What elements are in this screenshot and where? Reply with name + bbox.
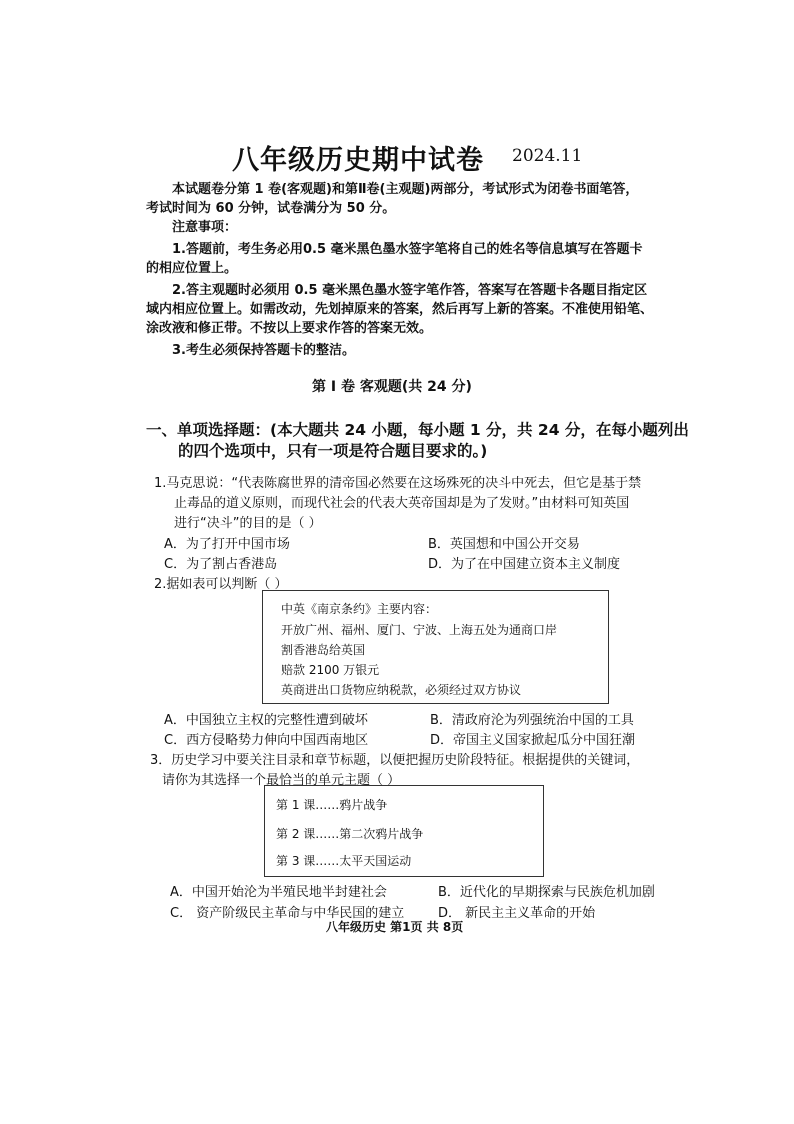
q3-option-c: C． 资产阶级民主革命与中华民国的建立	[170, 906, 405, 921]
q2-box-line-3: 割香港岛给英国	[281, 643, 366, 657]
section-title: 第 I 卷 客观题(共 24 分)	[312, 379, 472, 395]
q1-option-b: B．英国想和中国公开交易	[428, 537, 580, 552]
q2-box-line-5: 英商进出口货物应纳税款，必须经过双方协议	[281, 683, 522, 697]
q2-stem: 2.据如表可以判断（ ）	[154, 577, 288, 592]
q3-line-2: 请你为其选择一个最恰当的单元主题（ ）	[162, 773, 401, 788]
q1-option-d: D．为了在中国建立资本主义制度	[428, 557, 621, 572]
q1-option-c: C．为了割占香港岛	[164, 557, 278, 572]
note-2-line-1: 2.答主观题时必须用 0.5 毫米黑色墨水签字笔作答，答案写在答题卡各题目指定区	[172, 283, 648, 298]
part-heading-line-1: 一、单项选择题：(本大题共 24 小题，每小题 1 分，共 24 分，在每小题列出	[146, 421, 689, 439]
note-3: 3.考生必须保持答题卡的整洁。	[172, 343, 355, 358]
q3-option-b: B．近代化的早期探索与民族危机加剧	[438, 885, 655, 900]
intro-line-1: 本试题卷分第 1 卷(客观题)和第Ⅱ卷(主观题)两部分，考试形式为闭卷书面笔答，	[172, 182, 639, 197]
q3-box-line-3: 第 3 课……太平天国运动	[276, 854, 412, 868]
q3-line-1: 3．历史学习中要关注目录和章节标题，以便把握历史阶段特征。根据提供的关键词，	[150, 753, 640, 768]
page-footer: 八年级历史 第1页 共 8页	[326, 920, 464, 934]
note-1-line-2: 的相应位置上。	[146, 261, 238, 276]
notice-title: 注意事项：	[172, 220, 238, 235]
exam-date: 2024.11	[512, 146, 583, 166]
q2-option-a: A．中国独立主权的完整性遭到破坏	[164, 713, 368, 728]
note-2-line-2: 域内相应位置上。如需改动，先划掉原来的答案，然后再写上新的答案。不准使用铅笔、	[146, 302, 654, 317]
note-1-line-1: 1.答题前，考生务必用0.5 毫米黑色墨水签字笔将自己的姓名等信息填写在答题卡	[172, 242, 643, 257]
q2-box-line-1: 中英《南京条约》主要内容：	[281, 602, 438, 616]
q3-box-line-2: 第 2 课……第二次鸦片战争	[276, 827, 424, 841]
q3-box-line-1: 第 1 课……鸦片战争	[276, 798, 388, 812]
part-heading-line-2: 的四个选项中，只有一项是符合题目要求的。)	[178, 442, 488, 460]
q3-option-a: A．中国开始沦为半殖民地半封建社会	[170, 885, 387, 900]
q1-line-2: 止毒品的道义原则，而现代社会的代表大英帝国却是为了发财。”由材料可知英国	[174, 496, 630, 511]
page-title: 八年级历史期中试卷	[232, 145, 484, 176]
q1-line-1: 1.马克思说：“代表陈腐世界的清帝国必然要在这场殊死的决斗中死去，但它是基于禁	[154, 476, 642, 491]
q2-box-line-4: 赔款 2100 万银元	[281, 663, 380, 677]
q1-option-a: A．为了打开中国市场	[164, 537, 290, 552]
q2-box-line-2: 开放广州、福州、厦门、宁波、上海五处为通商口岸	[281, 623, 558, 637]
q2-option-d: D．帝国主义国家掀起瓜分中国狂潮	[430, 733, 636, 748]
note-2-line-3: 涂改液和修正带。不按以上要求作答的答案无效。	[146, 321, 433, 336]
q2-option-c: C．西方侵略势力伸向中国西南地区	[164, 733, 369, 748]
q2-option-b: B．清政府沦为列强统治中国的工具	[430, 713, 634, 728]
intro-line-2: 考试时间为 60 分钟，试卷满分为 50 分。	[146, 201, 396, 216]
q1-line-3: 进行“决斗”的目的是（ ）	[174, 516, 322, 531]
q3-option-d: D． 新民主主义革命的开始	[438, 906, 596, 921]
